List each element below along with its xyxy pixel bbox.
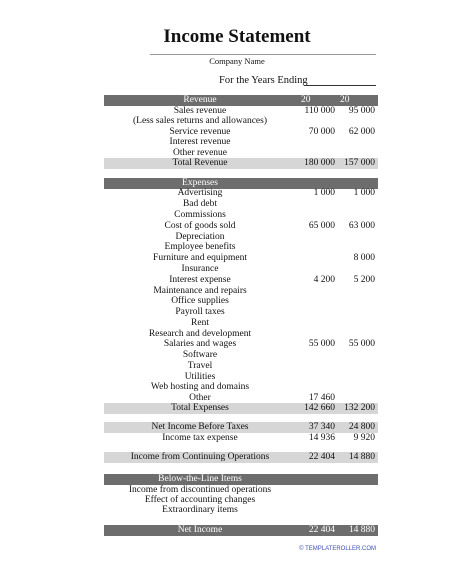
- row-label: Other: [189, 393, 211, 403]
- row-value-year-1: 55 000: [308, 339, 335, 349]
- row-value-year-2: 14 880: [348, 452, 375, 462]
- row-value-year-1: 14 936: [308, 433, 335, 443]
- row-value-year-2: 62 000: [348, 127, 375, 137]
- row-label: Payroll taxes: [175, 307, 225, 317]
- total-expenses-row: [104, 403, 378, 414]
- years-ending-label: For the Years Ending: [219, 75, 308, 86]
- below-the-line-row: [104, 485, 378, 496]
- company-name-line[interactable]: [150, 54, 376, 55]
- total-revenue-row: [104, 158, 378, 169]
- expense-row: [104, 329, 378, 340]
- expense-row: [104, 372, 378, 383]
- revenue-row: [104, 127, 378, 138]
- continuing-operations-row: [104, 452, 378, 463]
- row-value-year-2: 9 920: [353, 433, 375, 443]
- expense-row: [104, 393, 378, 404]
- expense-row: [104, 307, 378, 318]
- row-value-year-1: 22 404: [308, 452, 335, 462]
- revenue-header-row: [104, 95, 378, 106]
- row-label: Income from discontinued operations: [128, 485, 272, 495]
- company-name-label: Company Name: [209, 56, 265, 66]
- row-label: Office supplies: [171, 296, 229, 306]
- row-value-year-1: 65 000: [308, 221, 335, 231]
- row-label: Other revenue: [172, 148, 228, 158]
- row-label: Net Income Before Taxes: [151, 422, 249, 432]
- revenue-row: [104, 137, 378, 148]
- row-value-year-2: 55 000: [348, 339, 375, 349]
- row-value-year-1: 17 460: [308, 393, 335, 403]
- row-value-year-2: 8 000: [353, 253, 375, 263]
- row-label: Commissions: [174, 210, 226, 220]
- years-ending-field[interactable]: [304, 85, 376, 86]
- row-label: Total Expenses: [171, 403, 229, 413]
- row-value-year-2: 14 880: [348, 525, 375, 535]
- row-label: Depreciation: [175, 232, 225, 242]
- expense-row: [104, 253, 378, 264]
- row-label: Advertising: [177, 188, 223, 198]
- expense-row: [104, 210, 378, 221]
- revenue-header-label: Revenue: [183, 95, 217, 105]
- year-column-2-header: 20: [340, 95, 350, 105]
- row-label: Effect of accounting changes: [144, 495, 256, 505]
- row-value-year-2: 132 200: [344, 403, 375, 413]
- row-label: Sales revenue: [173, 106, 227, 116]
- row-label: Interest revenue: [169, 137, 231, 147]
- row-label: Software: [182, 350, 218, 360]
- row-value-year-1: 180 000: [304, 158, 335, 168]
- row-label: Employee benefits: [164, 242, 236, 252]
- year-column-1-header: 20: [301, 95, 311, 105]
- row-value-year-2: 24 800: [348, 422, 375, 432]
- row-label: Income tax expense: [162, 433, 238, 443]
- below-the-line-row: [104, 495, 378, 506]
- row-label: Utilities: [184, 372, 216, 382]
- income-tax-row: [104, 433, 378, 444]
- row-label: (Less sales returns and allowances): [132, 116, 267, 126]
- expense-row: [104, 361, 378, 372]
- row-value-year-2: 157 000: [344, 158, 375, 168]
- row-label: Insurance: [181, 264, 219, 274]
- expenses-header-label: Expenses: [182, 178, 218, 188]
- below-the-line-header-row: [104, 474, 378, 485]
- row-value-year-2: 1 000: [353, 188, 375, 198]
- source-credit-link[interactable]: © TEMPLATEROLLER.COM: [299, 546, 376, 552]
- expense-row: [104, 232, 378, 243]
- below-the-line-header-label: Below-the-Line Items: [158, 474, 242, 484]
- row-label: Service revenue: [169, 127, 231, 137]
- row-value-year-1: 1 000: [313, 188, 335, 198]
- expense-row: [104, 318, 378, 329]
- row-value-year-1: 70 000: [308, 127, 335, 137]
- row-label: Web hosting and domains: [150, 382, 250, 392]
- row-value-year-1: 37 340: [308, 422, 335, 432]
- row-label: Salaries and wages: [163, 339, 237, 349]
- row-label: Interest expense: [169, 275, 231, 285]
- expense-row: [104, 339, 378, 350]
- row-label: Net Income: [177, 525, 223, 535]
- expense-row: [104, 221, 378, 232]
- row-label: Research and development: [148, 329, 252, 339]
- row-label: Maintenance and repairs: [153, 286, 247, 296]
- row-value-year-1: 142 660: [304, 403, 335, 413]
- row-label: Travel: [187, 361, 213, 371]
- below-the-line-row: [104, 505, 378, 516]
- expense-row: [104, 264, 378, 275]
- row-value-year-2: 63 000: [348, 221, 375, 231]
- row-label: Furniture and equipment: [153, 253, 247, 263]
- expense-row: [104, 275, 378, 286]
- row-label: Cost of goods sold: [164, 221, 236, 231]
- page-title: Income Statement: [163, 26, 311, 47]
- expense-row: [104, 188, 378, 199]
- row-label: Total Revenue: [172, 158, 228, 168]
- row-label: Income from Continuing Operations: [130, 452, 270, 462]
- expense-row: [104, 382, 378, 393]
- net-income-before-taxes-row: [104, 422, 378, 433]
- revenue-row: [104, 116, 378, 127]
- row-value-year-1: 22 404: [308, 525, 335, 535]
- expense-row: [104, 350, 378, 361]
- row-value-year-1: 110 000: [304, 106, 335, 116]
- expense-row: [104, 242, 378, 253]
- row-value-year-1: 4 200: [313, 275, 335, 285]
- row-value-year-2: 5 200: [353, 275, 375, 285]
- expenses-header-row: [104, 178, 378, 189]
- row-value-year-2: 95 000: [348, 106, 375, 116]
- net-income-row: [104, 525, 378, 536]
- revenue-row: [104, 106, 378, 117]
- expense-row: [104, 199, 378, 210]
- row-label: Rent: [191, 318, 209, 328]
- expense-row: [104, 296, 378, 307]
- expense-row: [104, 286, 378, 297]
- row-label: Bad debt: [182, 199, 218, 209]
- row-label: Extraordinary items: [162, 505, 238, 515]
- revenue-row: [104, 148, 378, 159]
